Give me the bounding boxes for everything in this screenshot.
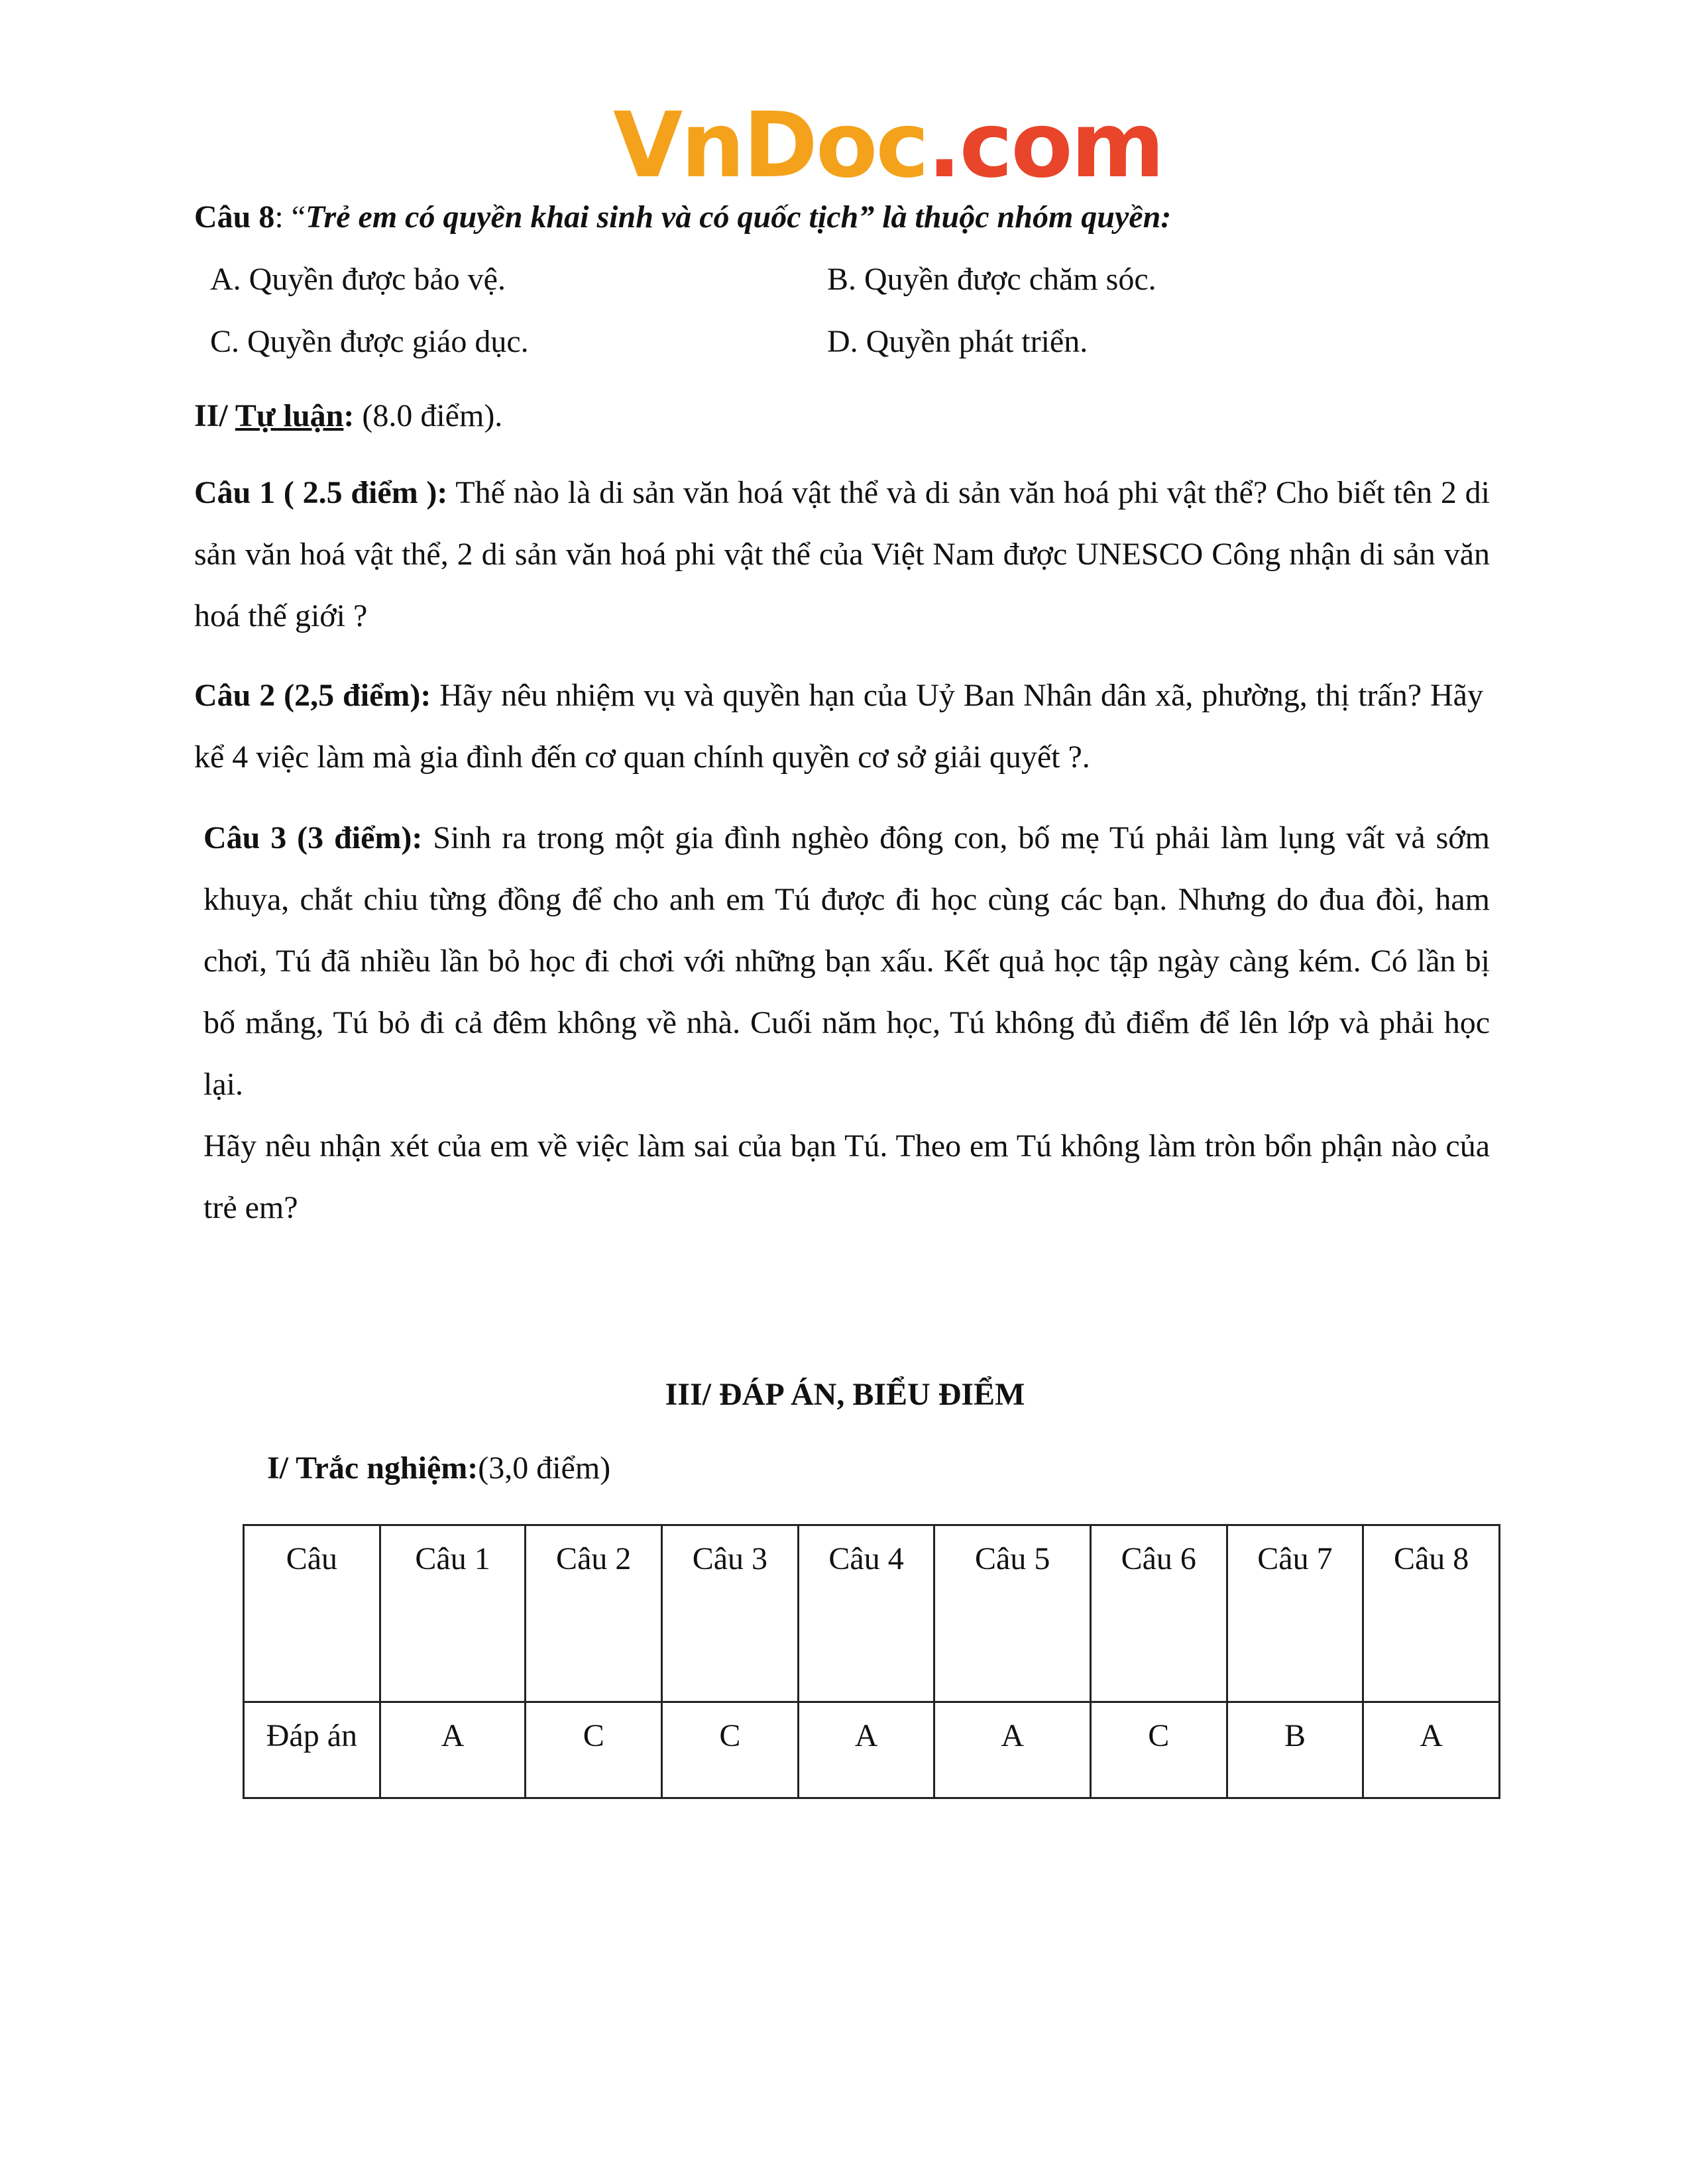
option-a: A. Quyền được bảo vệ.	[210, 262, 506, 297]
mcq-heading	[267, 1448, 610, 1488]
mcq-label: I/ Trắc nghiệm:	[267, 1450, 479, 1486]
question-8-label: Câu 8	[194, 199, 275, 235]
table-cell: Câu 2	[526, 1525, 662, 1702]
section-3-heading: III/ ĐÁP ÁN, BIỂU ĐIỂM	[665, 1377, 1025, 1412]
question-8	[194, 197, 1171, 237]
answer-table	[243, 1524, 1500, 1799]
section-2-colon: :	[343, 398, 355, 433]
essay-1-text: Thế nào là di sản văn hoá vật thể và di sản văn hoá phi vật thể? Cho biết tên 2 di sản văn hoá vật thể, 2 di sản văn hoá phi vật thể của Việt Nam được UNESCO Công nhận di sản văn hoá thế giới ?	[194, 475, 1490, 633]
section-2-heading	[194, 396, 502, 436]
table-cell: Câu 4	[798, 1525, 934, 1702]
table-cell: Câu	[244, 1525, 380, 1702]
section-2-title: Tự luận	[235, 398, 344, 433]
table-cell: B	[1227, 1702, 1363, 1798]
table-header-row	[244, 1525, 1500, 1702]
section-2-points: (8.0 điểm).	[354, 398, 503, 433]
table-cell: Câu 8	[1363, 1525, 1500, 1702]
table-cell: C	[662, 1702, 799, 1798]
essay-question-2	[194, 665, 1483, 788]
question-8-text: Trẻ em có quyền khai sinh và có quốc tịch” là thuộc nhóm quyền:	[306, 199, 1172, 235]
table-cell: Câu 6	[1090, 1525, 1227, 1702]
question-8-sep: : “	[274, 199, 306, 235]
essay-question-1	[194, 462, 1490, 647]
logo-vndoc: VnDoc	[613, 93, 928, 198]
mcq-points: (3,0 điểm)	[478, 1450, 611, 1486]
logo-dotcom: .com	[927, 93, 1163, 198]
vndoc-logo	[613, 93, 1163, 198]
option-b: B. Quyền được chăm sóc.	[827, 262, 1156, 297]
table-cell: A	[798, 1702, 934, 1798]
table-cell: Câu 3	[662, 1525, 799, 1702]
table-row	[244, 1702, 1500, 1798]
option-c: C. Quyền được giáo dục.	[210, 324, 529, 359]
essay-3-question: Hãy nêu nhận xét của em về việc làm sai của bạn Tú. Theo em Tú không làm tròn bổn phận nào của trẻ em?	[203, 1128, 1490, 1225]
table-cell: Câu 1	[380, 1525, 526, 1702]
table-cell: Câu 7	[1227, 1525, 1363, 1702]
table-cell: A	[380, 1702, 526, 1798]
essay-3-text: Sinh ra trong một gia đình nghèo đông con, bố mẹ Tú phải làm lụng vất vả sớm khuya, chắt chiu từng đồng để cho anh em Tú được đi học cùng các bạn. Nhưng do đua đòi, ham chơi, Tú đã nhiều lần bỏ học đi chơi với những bạn xấu. Kết quả học tập ngày càng kém. Có lần bị bố mắng, Tú bỏ đi cả đêm không về nhà. Cuối năm học, Tú không đủ điểm để lên lớp và phải học lại.	[203, 820, 1490, 1102]
table-cell: C	[526, 1702, 662, 1798]
table-cell: C	[1090, 1702, 1227, 1798]
essay-2-label: Câu 2 (2,5 điểm):	[194, 678, 431, 713]
table-cell: A	[1363, 1702, 1500, 1798]
section-2-prefix: II/	[194, 398, 235, 433]
essay-3-label: Câu 3 (3 điểm):	[203, 820, 423, 855]
essay-2-text: Hãy nêu nhiệm vụ và quyền hạn của Uỷ Ban Nhân dân xã, phường, thị trấn? Hãy kể 4 việc làm mà gia đình đến cơ quan chính quyền cơ sở giải quyết ?.	[194, 678, 1483, 775]
essay-1-label: Câu 1 ( 2.5 điểm ):	[194, 475, 448, 510]
table-cell: Đáp án	[244, 1702, 380, 1798]
table-cell: Câu 5	[934, 1525, 1091, 1702]
table-cell: A	[934, 1702, 1091, 1798]
option-d: D. Quyền phát triển.	[827, 324, 1088, 359]
essay-question-3	[203, 807, 1490, 1115]
